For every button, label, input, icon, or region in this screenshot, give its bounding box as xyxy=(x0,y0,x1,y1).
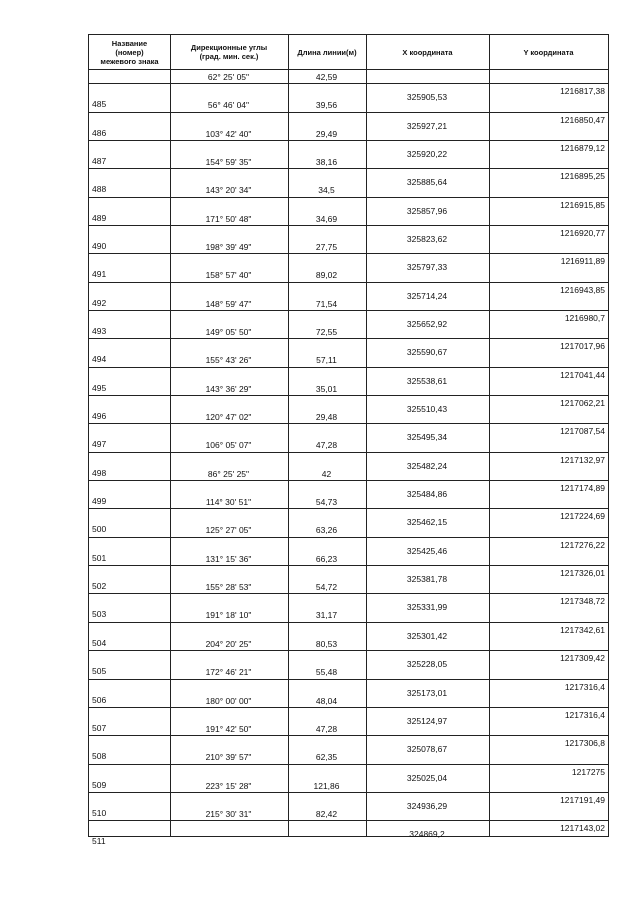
row-divider xyxy=(89,282,608,283)
segment-length: 82,42 xyxy=(315,808,338,819)
point-number: 486 xyxy=(92,127,107,138)
segment-length: 121,86 xyxy=(313,780,340,791)
y-coordinate: 1217041,44 xyxy=(560,369,605,380)
x-coordinate: 325331,99 xyxy=(406,602,448,613)
y-coordinate: 1217132,97 xyxy=(560,454,605,465)
header-divider xyxy=(89,69,608,70)
segment-length: 72,55 xyxy=(315,326,338,337)
segment-angle: 191° 42' 50" xyxy=(205,723,252,734)
x-coordinate: 325920,22 xyxy=(406,148,448,159)
header-point-name: Название (номер) межевого знака xyxy=(100,38,159,66)
y-coordinate: 1216920,77 xyxy=(560,227,605,238)
y-coordinate: 1216943,85 xyxy=(560,284,605,295)
point-number: 497 xyxy=(92,439,107,450)
x-coordinate: 325927,21 xyxy=(406,120,448,131)
header-x-coordinate: X координата xyxy=(402,47,453,57)
segment-length: 54,72 xyxy=(315,582,338,593)
point-number: 485 xyxy=(92,99,107,110)
row-divider xyxy=(89,83,608,84)
segment-angle: 106° 05' 07" xyxy=(205,440,252,451)
y-coordinate: 1217062,21 xyxy=(560,398,605,409)
x-coordinate: 325124,97 xyxy=(406,715,448,726)
point-number: 498 xyxy=(92,467,107,478)
y-coordinate: 1217224,69 xyxy=(560,511,605,522)
row-divider xyxy=(89,735,608,736)
segment-length: 27,75 xyxy=(315,241,338,252)
x-coordinate: 325484,86 xyxy=(406,489,448,500)
segment-angle: 86° 25' 25" xyxy=(207,468,250,479)
segment-length: 34,69 xyxy=(315,213,338,224)
segment-length: 89,02 xyxy=(315,270,338,281)
x-coordinate: 325425,46 xyxy=(406,545,448,556)
row-divider xyxy=(89,764,608,765)
row-divider xyxy=(89,112,608,113)
row-divider xyxy=(89,707,608,708)
segment-length: 47,28 xyxy=(315,723,338,734)
segment-length: 80,53 xyxy=(315,638,338,649)
x-coordinate: 325301,42 xyxy=(406,630,448,641)
segment-angle: 114° 30' 51" xyxy=(205,497,252,508)
row-divider xyxy=(89,537,608,538)
x-coordinate: 325538,61 xyxy=(406,375,448,386)
point-number: 501 xyxy=(92,552,107,563)
segment-angle: 149° 05' 50" xyxy=(205,326,252,337)
x-coordinate: 325823,62 xyxy=(406,233,448,244)
segment-angle: 125° 27' 05" xyxy=(205,525,252,536)
y-coordinate: 1217326,01 xyxy=(560,568,605,579)
segment-length: 62,35 xyxy=(315,752,338,763)
point-number: 504 xyxy=(92,637,107,648)
point-number: 507 xyxy=(92,722,107,733)
y-coordinate: 1216980,7 xyxy=(564,312,605,323)
segment-angle: 120° 47' 02" xyxy=(205,412,252,423)
x-coordinate: 325025,04 xyxy=(406,772,448,783)
row-divider xyxy=(89,367,608,368)
row-divider xyxy=(89,820,608,821)
y-coordinate: 1217306,8 xyxy=(564,738,605,749)
point-number: 493 xyxy=(92,325,107,336)
segment-length: 35,01 xyxy=(315,383,338,394)
segment-angle: 62° 25' 05" xyxy=(207,72,250,82)
header-line-length: Длина линии(м) xyxy=(297,47,357,57)
segment-length: 34,5 xyxy=(318,185,335,196)
row-divider xyxy=(89,565,608,566)
x-coordinate: 325495,34 xyxy=(406,432,448,443)
segment-length: 54,73 xyxy=(315,497,338,508)
row-divider xyxy=(89,679,608,680)
point-number: 491 xyxy=(92,269,107,280)
segment-angle: 131° 15' 36" xyxy=(205,553,252,564)
segment-length: 42 xyxy=(321,468,332,479)
x-coordinate: 325510,43 xyxy=(406,404,448,415)
row-divider xyxy=(89,338,608,339)
segment-angle: 215° 30' 31" xyxy=(205,808,252,819)
segment-length: 38,16 xyxy=(315,156,338,167)
point-number: 488 xyxy=(92,184,107,195)
y-coordinate: 1217087,54 xyxy=(560,426,605,437)
x-coordinate: 325590,67 xyxy=(406,347,448,358)
segment-angle: 143° 20' 34" xyxy=(205,185,252,196)
y-coordinate: 1217017,96 xyxy=(560,341,605,352)
x-coordinate: 325652,92 xyxy=(406,318,448,329)
segment-angle: 198° 39' 49" xyxy=(205,241,252,252)
header-directional-angles: Дирекционные углы (град. мин. сек.) xyxy=(190,43,268,61)
x-coordinate: 325905,53 xyxy=(406,92,448,103)
segment-angle: 180° 00' 00" xyxy=(205,695,252,706)
point-number: 495 xyxy=(92,382,107,393)
row-divider xyxy=(89,310,608,311)
segment-length: 29,49 xyxy=(315,128,338,139)
segment-angle: 154° 59' 35" xyxy=(205,156,252,167)
y-coordinate: 1217348,72 xyxy=(560,596,605,607)
row-divider xyxy=(89,452,608,453)
point-number: 499 xyxy=(92,496,107,507)
y-coordinate: 1217316,4 xyxy=(564,709,605,720)
x-coordinate: 325381,78 xyxy=(406,574,448,585)
segment-angle: 155° 43' 26" xyxy=(205,355,252,366)
segment-length: 42,59 xyxy=(315,72,338,82)
segment-angle: 148° 59' 47" xyxy=(205,298,252,309)
row-divider xyxy=(89,423,608,424)
x-coordinate: 324869,2 xyxy=(409,829,445,840)
y-coordinate: 1217342,61 xyxy=(560,624,605,635)
segment-length: 47,28 xyxy=(315,440,338,451)
y-coordinate: 1217309,42 xyxy=(560,653,605,664)
segment-length: 29,48 xyxy=(315,412,338,423)
point-number: 509 xyxy=(92,779,107,790)
x-coordinate: 325857,96 xyxy=(406,205,448,216)
row-divider xyxy=(89,225,608,226)
x-coordinate: 325078,67 xyxy=(406,744,448,755)
segment-angle: 210° 39' 57" xyxy=(205,752,252,763)
row-divider xyxy=(89,650,608,651)
segment-angle: 103° 42' 40" xyxy=(205,128,252,139)
row-divider xyxy=(89,253,608,254)
x-coordinate: 325173,01 xyxy=(406,687,448,698)
row-divider xyxy=(89,168,608,169)
segment-length: 31,17 xyxy=(315,610,338,621)
x-coordinate: 325797,33 xyxy=(406,262,448,273)
row-divider xyxy=(89,140,608,141)
segment-length: 66,23 xyxy=(315,553,338,564)
y-coordinate: 1217174,89 xyxy=(560,483,605,494)
segment-angle: 191° 18' 10" xyxy=(205,610,252,621)
point-number: 496 xyxy=(92,411,107,422)
point-number: 492 xyxy=(92,297,107,308)
row-divider xyxy=(89,480,608,481)
point-number: 508 xyxy=(92,751,107,762)
point-number: 502 xyxy=(92,581,107,592)
y-coordinate: 1217191,49 xyxy=(560,794,605,805)
y-coordinate: 1217316,4 xyxy=(564,681,605,692)
point-number: 489 xyxy=(92,212,107,223)
row-divider xyxy=(89,508,608,509)
y-coordinate: 1216911,89 xyxy=(560,256,605,267)
row-divider xyxy=(89,622,608,623)
point-number: 490 xyxy=(92,240,107,251)
point-number: 500 xyxy=(92,524,107,535)
segment-angle: 56° 46' 04" xyxy=(207,100,250,111)
row-divider xyxy=(89,593,608,594)
y-coordinate: 1216817,38 xyxy=(560,86,605,97)
y-coordinate: 1217143,02 xyxy=(560,823,605,834)
segment-angle: 223° 15' 28" xyxy=(205,780,252,791)
x-coordinate: 325885,64 xyxy=(406,177,448,188)
x-coordinate: 324936,29 xyxy=(406,800,448,811)
row-divider xyxy=(89,792,608,793)
segment-angle: 158° 57' 40" xyxy=(205,270,252,281)
segment-length: 48,04 xyxy=(315,695,338,706)
point-number: 503 xyxy=(92,609,107,620)
x-coordinate: 325482,24 xyxy=(406,460,448,471)
coordinates-table xyxy=(88,34,609,847)
segment-angle: 155° 28' 53" xyxy=(205,582,252,593)
y-coordinate: 1217275 xyxy=(571,766,605,777)
point-number: 511 xyxy=(92,836,106,847)
y-coordinate: 1216850,47 xyxy=(560,114,605,125)
point-number: 494 xyxy=(92,354,107,365)
segment-length: 63,26 xyxy=(315,525,338,536)
point-number: 510 xyxy=(92,807,107,818)
y-coordinate: 1217276,22 xyxy=(560,539,605,550)
x-coordinate: 325714,24 xyxy=(406,290,448,301)
segment-length: 55,48 xyxy=(315,667,338,678)
y-coordinate: 1216879,12 xyxy=(560,142,605,153)
segment-angle: 204° 20' 25" xyxy=(205,638,252,649)
segment-angle: 171° 50' 48" xyxy=(205,213,252,224)
x-coordinate: 325462,15 xyxy=(406,517,448,528)
y-coordinate: 1216915,85 xyxy=(560,199,605,210)
segment-angle: 172° 46' 21" xyxy=(205,667,252,678)
point-number: 487 xyxy=(92,155,107,166)
segment-length: 57,11 xyxy=(316,355,337,366)
segment-length: 71,54 xyxy=(315,298,338,309)
point-number: 506 xyxy=(92,694,107,705)
x-coordinate: 325228,05 xyxy=(406,659,448,670)
header-y-coordinate: Y координата xyxy=(523,47,574,57)
row-divider xyxy=(89,197,608,198)
row-divider xyxy=(89,395,608,396)
segment-angle: 143° 36' 29" xyxy=(205,383,252,394)
y-coordinate: 1216895,25 xyxy=(560,171,605,182)
segment-length: 39,56 xyxy=(315,100,338,111)
point-number: 505 xyxy=(92,666,107,677)
